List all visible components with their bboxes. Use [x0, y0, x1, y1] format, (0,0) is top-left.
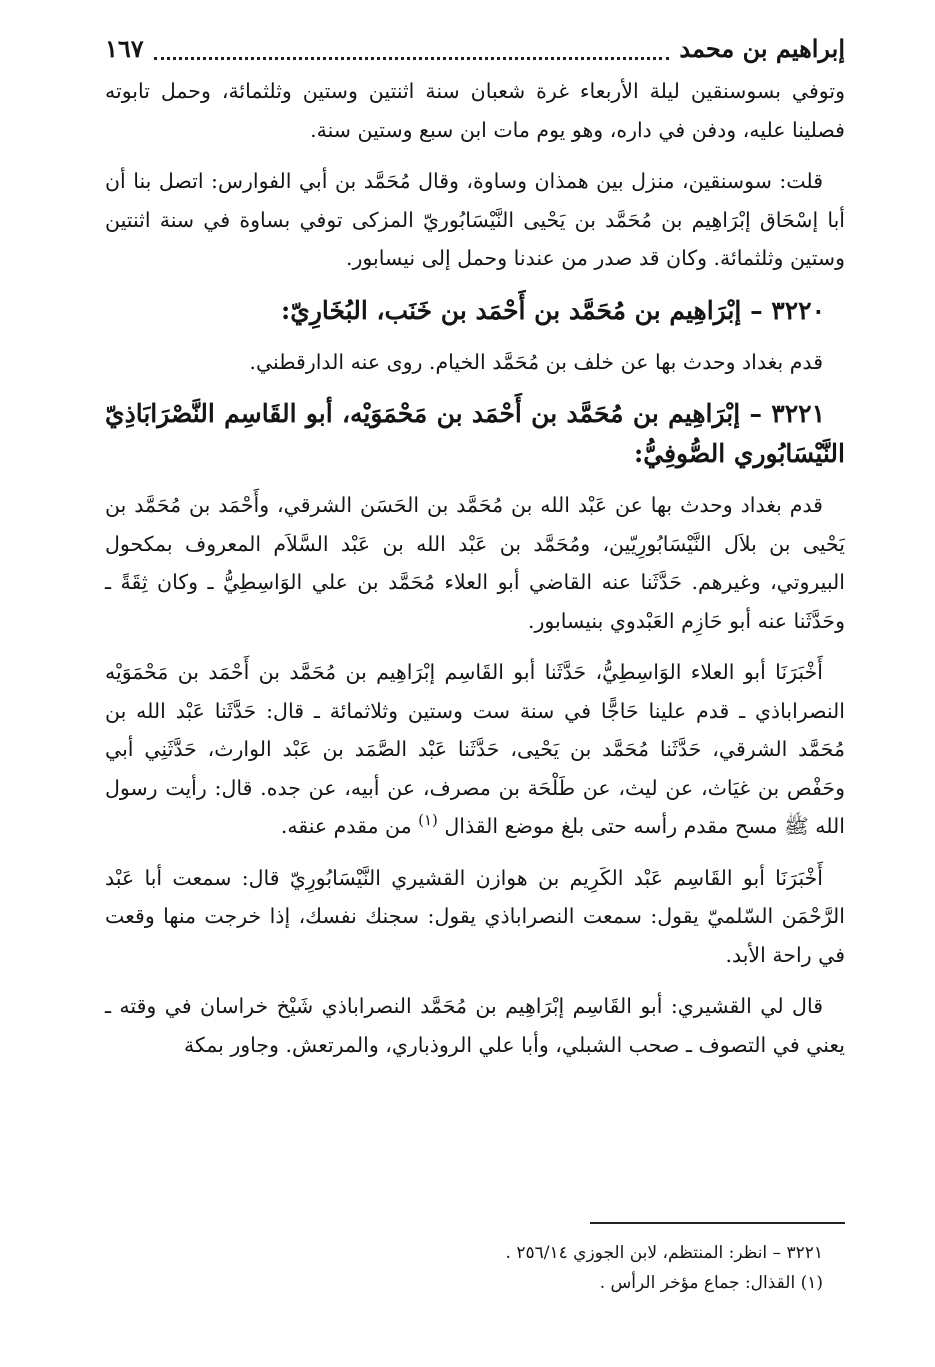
entry-heading-3221: ٣٢٢١ – إبْرَاهِيم بن مُحَمَّد بن أَحْمَد بن مَحْمَوَيْه، أبو القَاسِم النَّصْرَابَاذِيّ النَّيْسَابُوري الصُّوفِيُّ: [105, 399, 845, 468]
running-head [105, 30, 845, 67]
paragraph: قلت: سوسنقين، منزل بين همذان وساوة، وقال مُحَمَّد بن أبي الفوارس: اتصل بنا أن أبا إسْحَاق إبْرَاهِيم بن مُحَمَّد بن يَحْيى النَّيْسَابُوريّ المزكى توفي بساوة في سنة اثنتين وستين وثلثمائة. وكان قد صدر من عندنا وحمل إلى نيسابور. [105, 169, 845, 270]
footnotes [105, 1238, 845, 1298]
entry-paragraph: قدم بغداد وحدث بها عن عَبْد الله بن مُحَمَّد بن الحَسَن الشرقي، وأَحْمَد بن مُحَمَّد بن يَحْيى بن بلاَل النَّيْسَابُورِيّين، ومُحَمَّد بن عَبْد الله بن عَبْد السَّلاَم المعروف بمكحول البيروتي، وغيرهم. حَدَّثَنا عنه القاضي أبو العلاء مُحَمَّد بن علي الوَاسِطِيُّ ـ وكان ثِقَةً ـ وحَدَّثَنا عنه أبو حَازِم العَبْدوي بنيسابور. [105, 493, 845, 633]
hadith-tail: من مقدم عنقه. [280, 814, 412, 838]
entry-paragraph [105, 653, 845, 846]
hadith-text: أَخْبَرَنَا أبو العلاء الوَاسِطِيُّ، حَدَّثَنا أبو القَاسِم إبْرَاهِيم بن مُحَمَّد بن أَحْمَد بن مَحْمَوَيْه النصراباذي ـ قدم علينا حَاجًّا في سنة ست وستين وثلاثمائة ـ قال: حَدَّثَنا عَبْد الله بن مُحَمَّد الشرقي، حَدَّثَنا مُحَمَّد بن يَحْيى، حَدَّثَنا عَبْد الصَّمَد بن عَبْد الوارث، حَدَّثَنِي أبي وحَفْص بن غيَاث، عن ليث، عن طَلْحَة بن مصرف، عن أبيه، عن جده. قال: رأيت رسول الله ﷺ مسح مقدم رأسه حتى بلغ موضع القذال [105, 660, 845, 838]
paragraph: وتوفي بسوسنقين ليلة الأربعاء غرة شعبان سنة اثنتين وستين وثلثمائة، وحمل تابوته فصلينا عليه، ودفن في داره، وهو يوم مات ابن سبع وستين سنة. [105, 79, 845, 142]
entry-paragraph: قال لي القشيري: أبو القَاسِم إبْرَاهِيم بن مُحَمَّد النصراباذي شَيْخ خراسان في وقته ـ يعني في التصوف ـ صحب الشبلي، وأبا علي الروذباري، والمرتعش. وجاور بمكة [105, 994, 845, 1057]
footnote-item: ٣٢٢١ – انظر: المنتظم، لابن الجوزي ٢٥٦/١٤ . [505, 1243, 823, 1263]
leader-dots [154, 37, 670, 60]
running-head-title: إبراهيم بن محمد [679, 33, 845, 63]
footnote-marker: (١) [418, 811, 438, 830]
entry-paragraph: أَخْبَرَنَا أبو القَاسِم عَبْد الكَرِيم بن هوازن القشيري النَّيْسَابُورِيّ قال: سمعت أبا عَبْد الرَّحْمَن السّلميّ يقول: سمعت النصراباذي يقول: سجنك نفسك، إذا خرجت منها وقعت في راحة الأبد. [105, 865, 845, 967]
main-text [105, 72, 845, 1077]
footnote-separator [590, 1222, 845, 1224]
footnote-item: (١) القذال: جماع مؤخر الرأس . [599, 1273, 823, 1293]
entry-heading-3220: ٣٢٢٠ – إبْرَاهِيم بن مُحَمَّد بن أَحْمَد بن خَنَب، البُخَارِيّ: [281, 295, 825, 325]
page-number: ١٦٧ [105, 33, 144, 63]
entry-text-3220: قدم بغداد وحدث بها عن خلف بن مُحَمَّد الخيام. روى عنه الدارقطني. [249, 349, 823, 374]
